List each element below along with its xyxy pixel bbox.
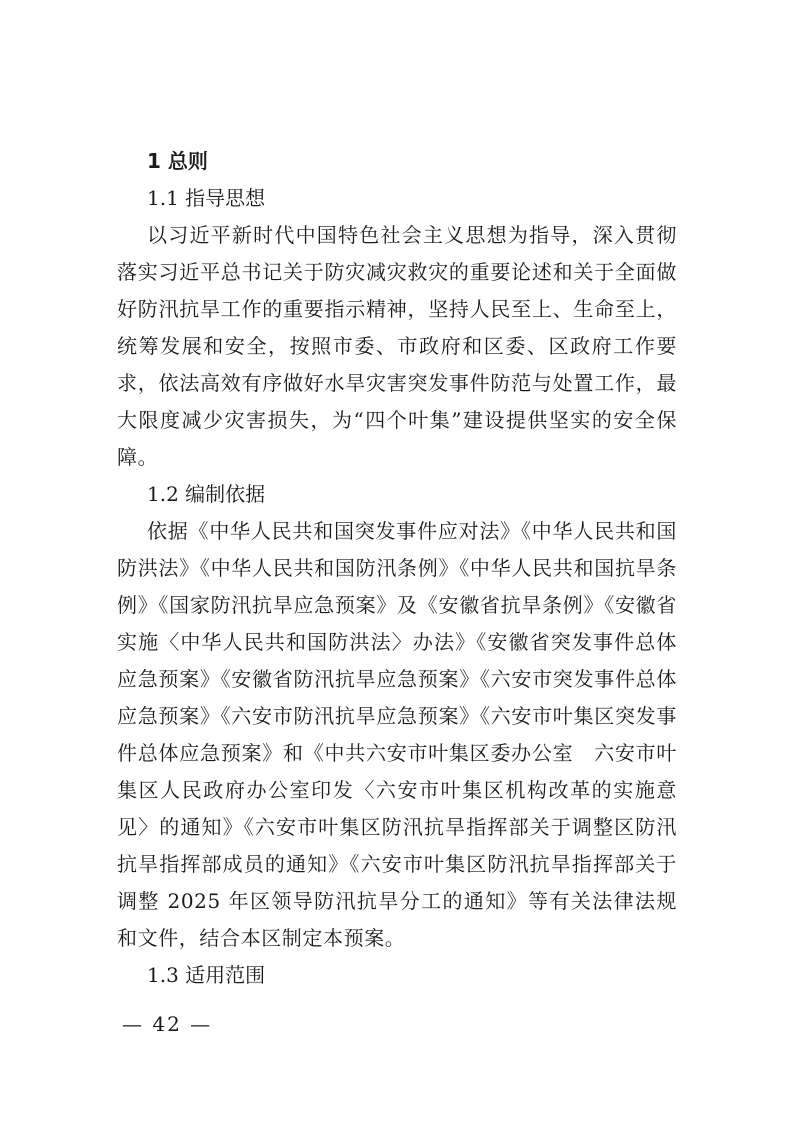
document-body: [117, 143, 677, 994]
paragraph-guiding-ideology: 以习近平新时代中国特色社会主义思想为指导，深入贯彻落实习近平总书记关于防灾减灾救灾的重要论述和关于全面做好防汛抗旱工作的重要指示精神，坚持人民至上、生命至上，统筹发展和安全，按照市委、市政府和区委、区政府工作要求，依法高效有序做好水旱灾害突发事件防范与处置工作，最大限度减少灾害损失，为“四个叶集”建设提供坚实的安全保障。: [117, 223, 677, 469]
section-heading-compilation-basis: 1.2 编制依据: [147, 482, 266, 506]
section-heading-scope: 1.3 适用范围: [147, 963, 266, 987]
page-number: — 42 —: [122, 1012, 213, 1036]
section-heading-general: 1 总则: [147, 149, 208, 173]
paragraph-compilation-basis: 依据《中华人民共和国突发事件应对法》《中华人民共和国防洪法》《中华人民共和国防汛条例》《中华人民共和国抗旱条例》《国家防汛抗旱应急预案》及《安徽省抗旱条例》《安徽省实施〈中华人民共和国防洪法〉办法》《安徽省突发事件总体应急预案》《安徽省防汛抗旱应急预案》《六安市突发事件总体应急预案》《六安市防汛抗旱应急预案》《六安市叶集区突发事件总体应急预案》和《中共六安市叶集区委办公室 六安市叶集区人民政府办公室印发〈六安市叶集区机构改革的实施意见〉的通知》《六安市叶集区防汛抗旱指挥部关于调整区防汛抗旱指挥部成员的通知》《六安市叶集区防汛抗旱指挥部关于调整 2025 年区领导防汛抗旱分工的通知》等有关法律法规和文件，结合本区制定本预案。: [117, 519, 677, 950]
section-heading-guiding-ideology: 1.1 指导思想: [147, 186, 266, 210]
